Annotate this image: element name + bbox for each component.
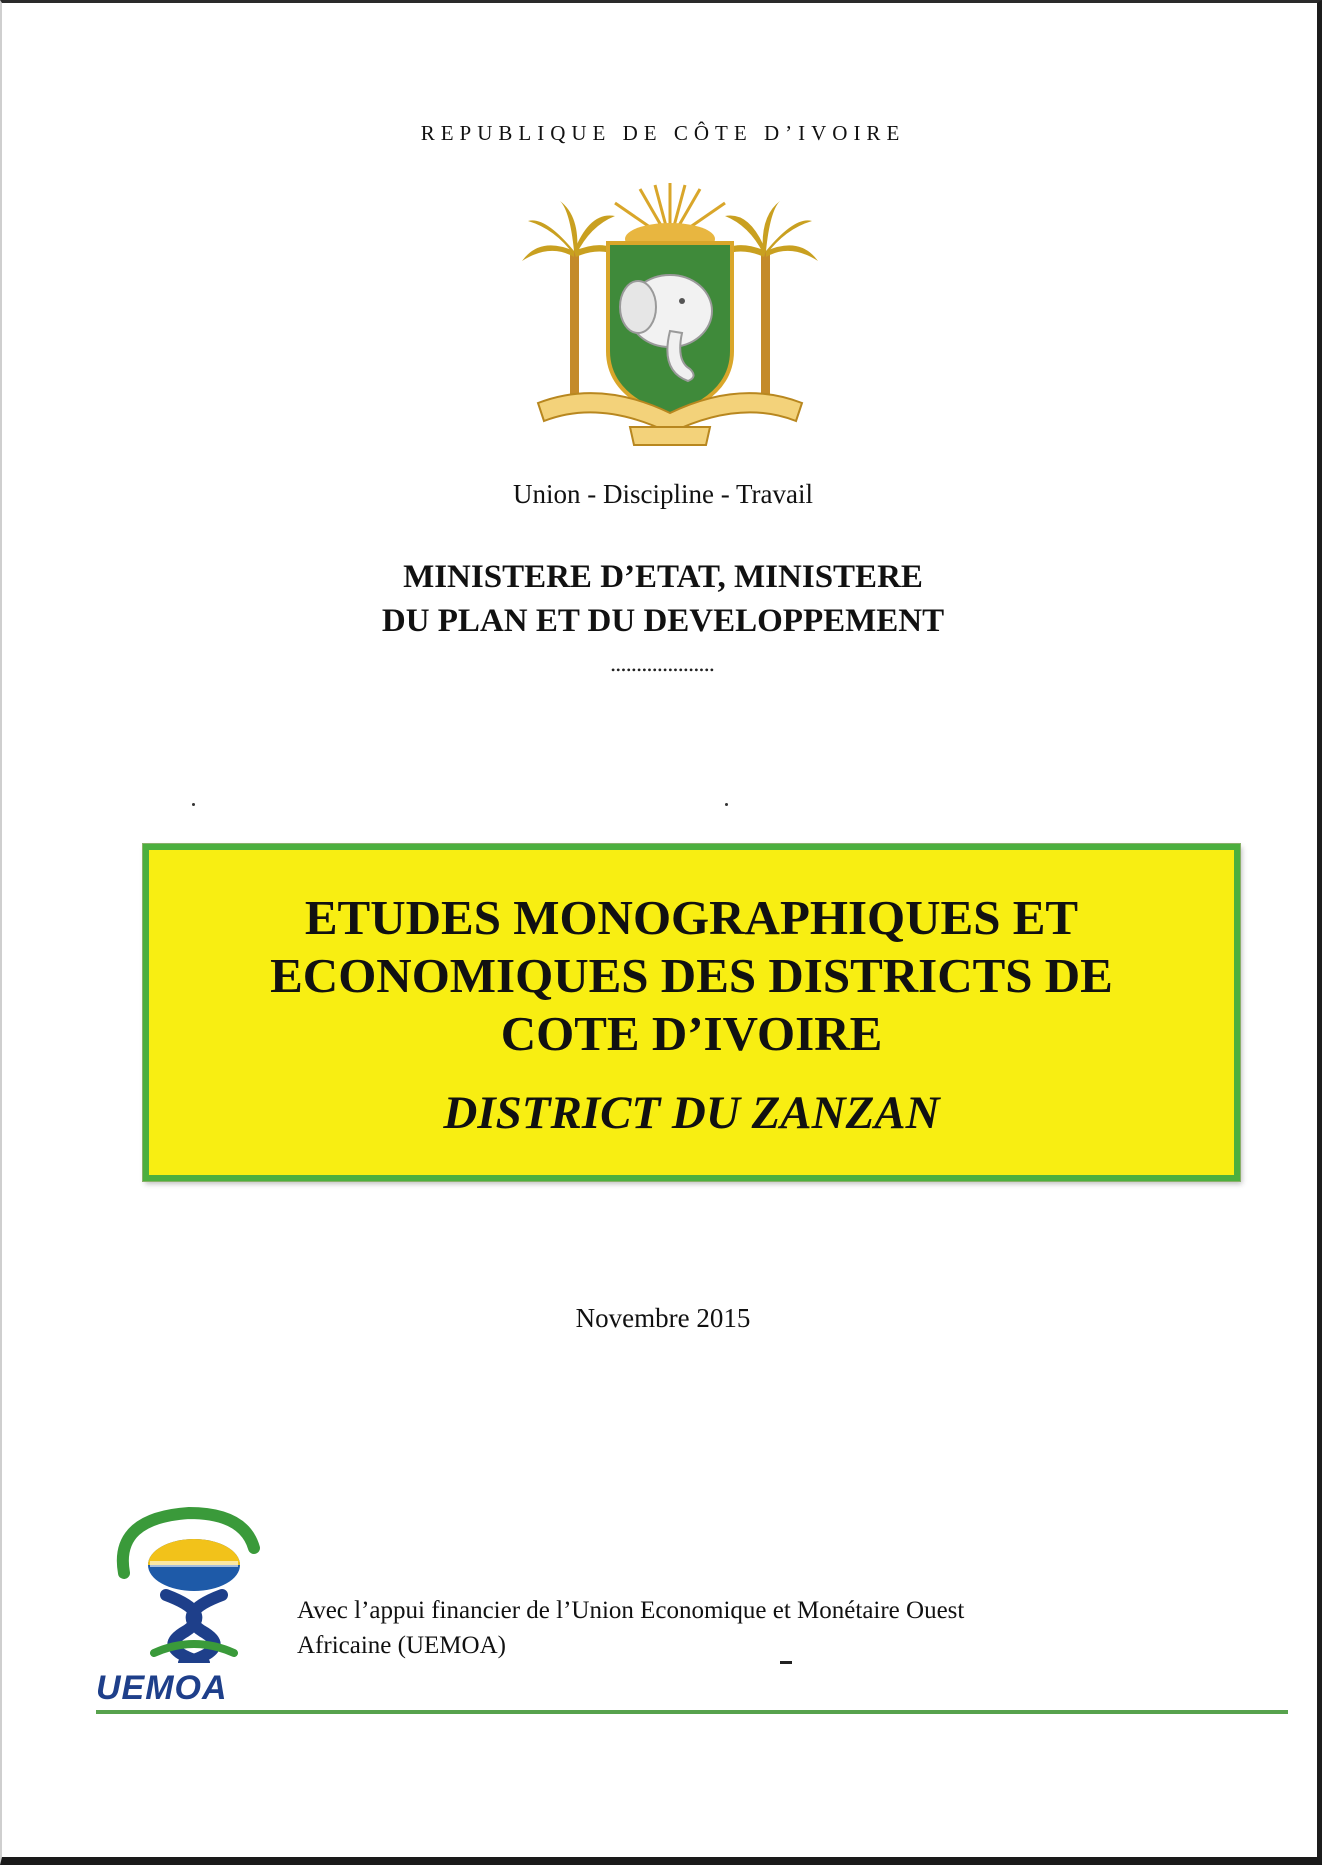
ministry-heading: [2, 555, 1322, 643]
ministry-line-1: MINISTERE D’ETAT, MINISTERE: [403, 559, 923, 595]
coat-of-arms-icon: [520, 181, 820, 451]
document-title: [149, 889, 1234, 1063]
republic-heading: REPUBLIQUE DE CÔTE D’IVOIRE: [420, 121, 906, 145]
ministry-line-2: DU PLAN ET DU DEVELOPPEMENT: [381, 603, 945, 639]
title-line-3: COTE D’IVOIRE: [500, 1006, 883, 1061]
publication-date: Novembre 2015: [575, 1303, 751, 1333]
district-subtitle: DISTRICT DU ZANZAN: [443, 1087, 940, 1139]
uemoa-logo-text: UEMOA: [96, 1669, 228, 1707]
title-line-1: ETUDES MONOGRAPHIQUES ET: [304, 890, 1079, 945]
national-motto: Union - Discipline - Travail: [513, 479, 813, 509]
title-banner: [143, 844, 1240, 1181]
title-line-2: ECONOMIQUES DES DISTRICTS DE: [270, 948, 1113, 1003]
scan-speck: [192, 803, 195, 806]
financial-support-note: [297, 1593, 1177, 1663]
separator-dots: ••••••••••••••••••••: [610, 663, 716, 677]
footer-divider: [96, 1710, 1288, 1714]
scan-speck: [725, 803, 728, 806]
support-line-1: Avec l’appui financier de l’Union Economique et Monétaire Ouest: [297, 1597, 965, 1624]
support-line-2: Africaine (UEMOA): [297, 1632, 506, 1659]
scan-mark: [780, 1661, 792, 1664]
